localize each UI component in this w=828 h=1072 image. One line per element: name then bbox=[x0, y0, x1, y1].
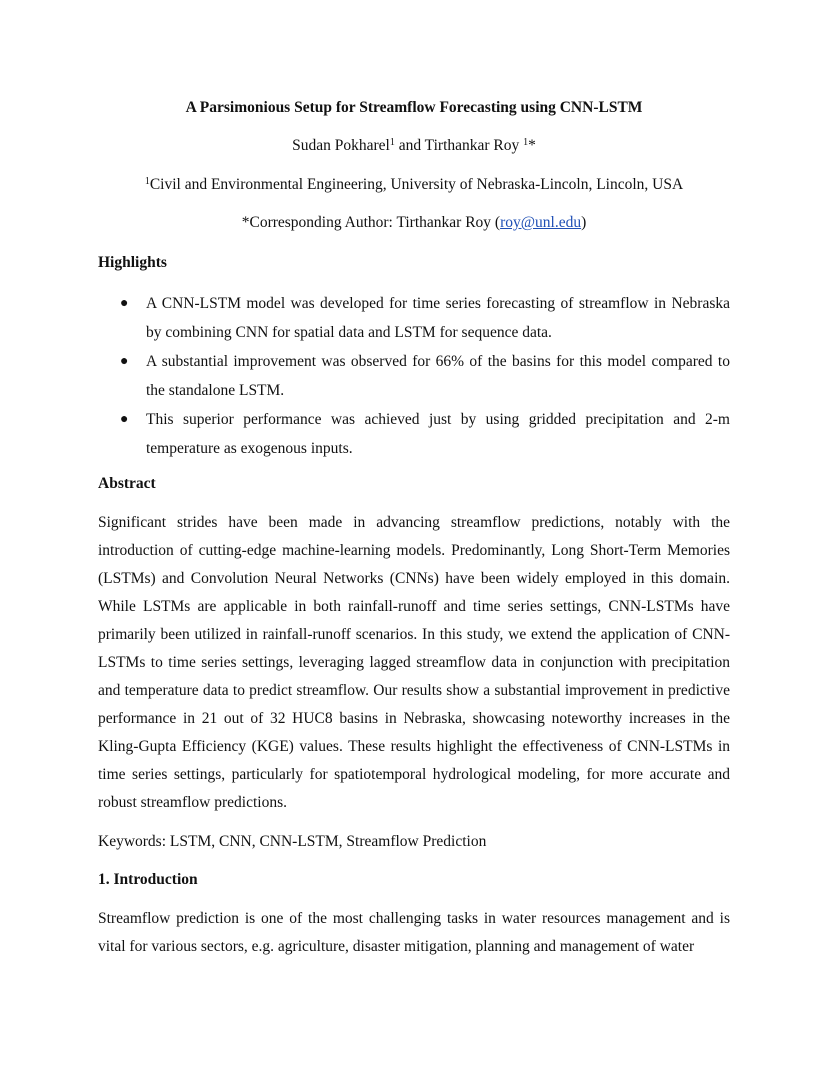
corresponding-author-line bbox=[0, 212, 828, 234]
corresponding-marker: * bbox=[528, 137, 536, 154]
affiliation-line bbox=[0, 174, 828, 196]
list-item bbox=[98, 406, 730, 463]
list-item bbox=[98, 348, 730, 405]
corresponding-suffix: ) bbox=[581, 214, 587, 231]
corresponding-prefix: *Corresponding Author: Tirthankar Roy ( bbox=[241, 214, 501, 231]
affiliation-text: Civil and Environmental Engineering, University of Nebraska-Lincoln, Lincoln, USA bbox=[149, 176, 684, 193]
bullet-icon: ● bbox=[120, 354, 129, 369]
introduction-heading: 1. Introduction bbox=[98, 871, 198, 888]
author-name: Sudan Pokharel bbox=[292, 137, 390, 154]
paper-title: A Parsimonious Setup for Streamflow Forecasting using CNN-LSTM bbox=[185, 99, 643, 116]
abstract-text: Significant strides have been made in advancing streamflow predictions, notably with the introduction of cutting-edge machine-learning models. Predominantly, Long Short-Term Memories (LSTMs) and Convolution Neural Networks (CNNs) have been widely employed in this domain. While LSTMs are applicable in both rainfall-runoff and time series settings, CNN-LSTMs have primarily been utilized in rainfall-runoff scenarios. In this study, we extend the application of CNN-LSTMs to time series settings, leveraging lagged streamflow data in conjunction with precipitation and temperature data to predict streamflow. Our results show a substantial improvement in predictive performance in 21 out of 32 HUC8 basins in Nebraska, showcasing noteworthy increases in the Kling-Gupta Efficiency (KGE) values. These results highlight the effectiveness of CNN-LSTMs in time series settings, particularly for spatiotemporal hydrological modeling, for more accurate and robust streamflow predictions. bbox=[98, 514, 730, 811]
author-name: and Tirthankar Roy bbox=[394, 137, 524, 154]
affiliation-marker: 1 bbox=[144, 176, 150, 187]
highlight-text: A substantial improvement was observed for 66% of the basins for this model compared to the standalone LSTM. bbox=[146, 353, 730, 399]
list-item bbox=[98, 290, 730, 347]
author-affil-marker: 1 bbox=[523, 137, 529, 148]
author-line bbox=[0, 135, 828, 157]
email-link[interactable]: roy@unl.edu bbox=[500, 214, 582, 231]
abstract-heading: Abstract bbox=[98, 475, 156, 492]
highlight-text: This superior performance was achieved just by using gridded precipitation and 2-m temperature as exogenous inputs. bbox=[146, 411, 730, 457]
highlights-heading: Highlights bbox=[98, 254, 167, 271]
bullet-icon: ● bbox=[120, 296, 129, 311]
highlights-list bbox=[98, 290, 730, 464]
highlight-text: A CNN-LSTM model was developed for time series forecasting of streamflow in Nebraska by combining CNN for spatial data and LSTM for sequence data. bbox=[146, 295, 730, 341]
keywords-line: Keywords: LSTM, CNN, CNN-LSTM, Streamflow Prediction bbox=[98, 833, 487, 850]
introduction-text: Streamflow prediction is one of the most challenging tasks in water resources management and is vital for various sectors, e.g. agriculture, disaster mitigation, planning and management of water bbox=[98, 910, 730, 955]
author-affil-marker: 1 bbox=[389, 137, 395, 148]
bullet-icon: ● bbox=[120, 412, 129, 427]
